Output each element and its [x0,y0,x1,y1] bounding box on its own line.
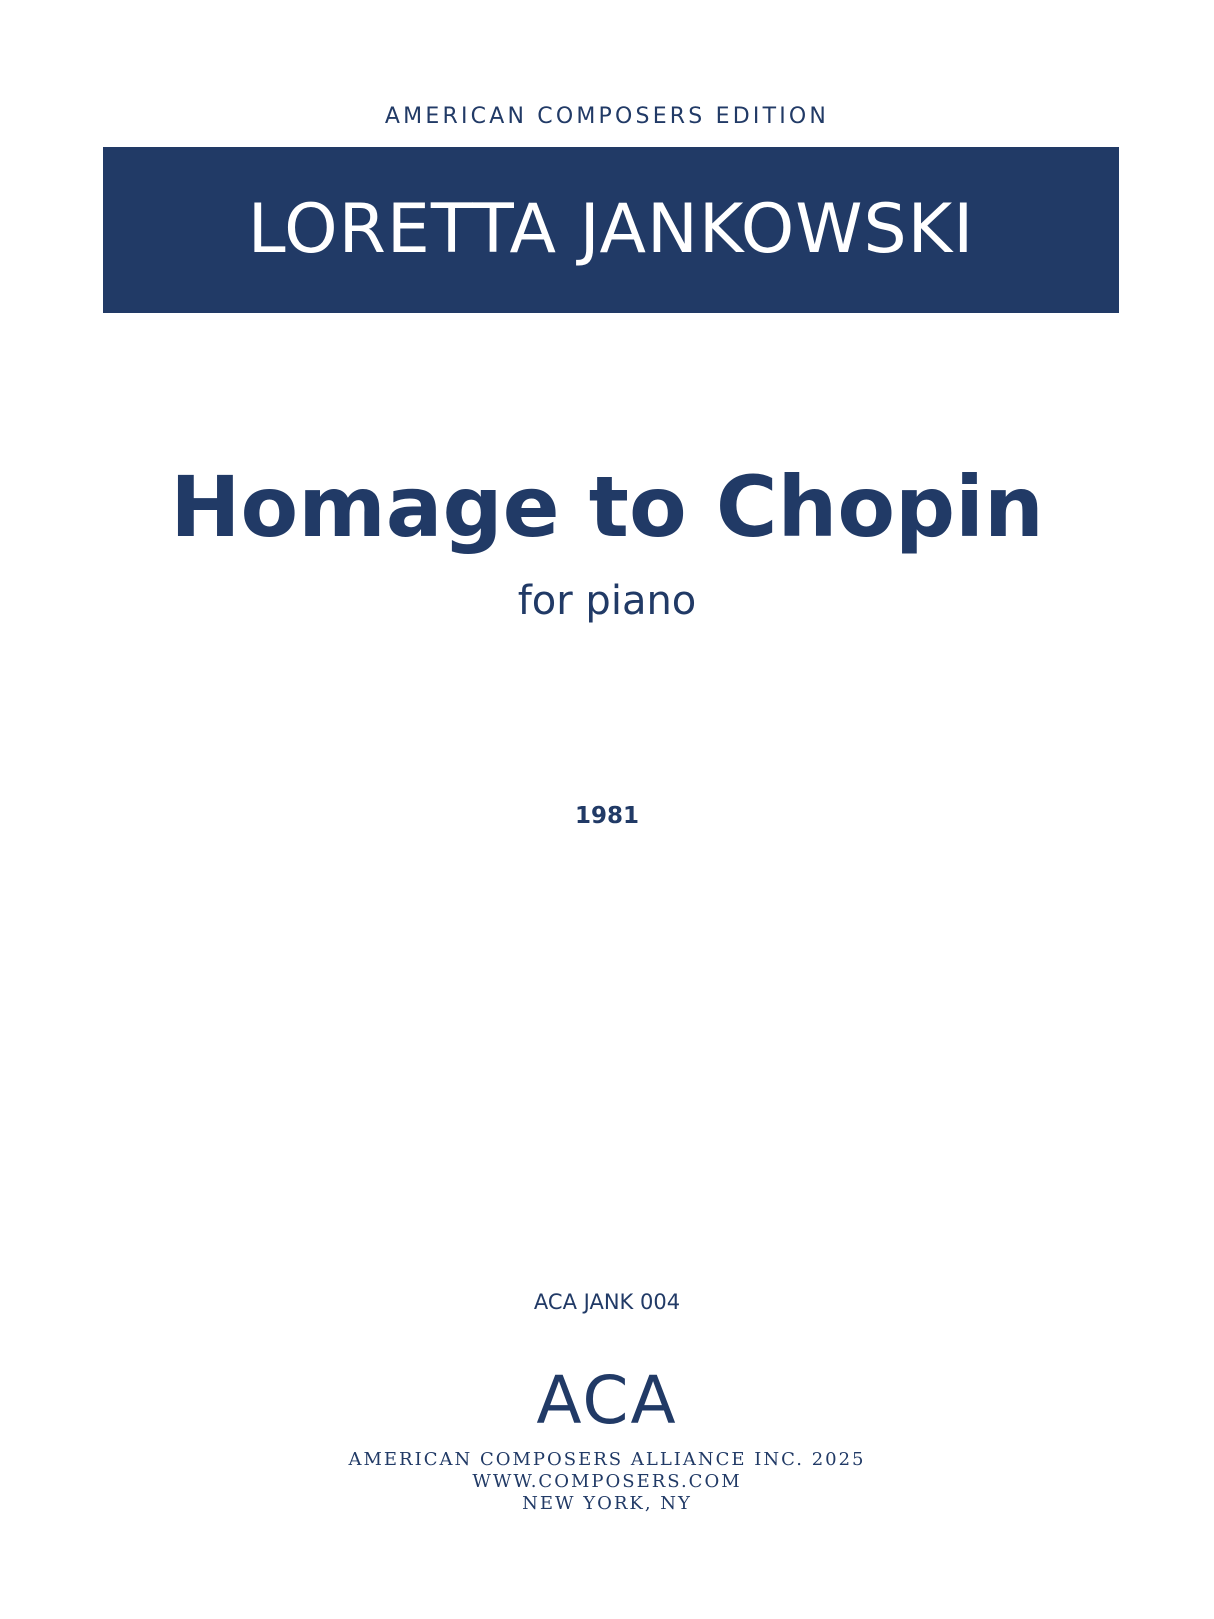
publisher-info [0,1449,1214,1515]
catalog-number: ACA JANK 004 [533,1290,681,1314]
composition-year: 1981 [574,803,639,829]
composer-banner [103,147,1119,313]
publisher-logo: ACA [536,1362,678,1439]
publisher-website: WWW.COMPOSERS.COM [472,1471,742,1492]
composer-name: LORETTA JANKOWSKI [247,190,975,269]
work-title: Homage to Chopin [170,458,1044,556]
publisher-location: NEW YORK, NY [522,1493,692,1514]
publisher-line: AMERICAN COMPOSERS ALLIANCE INC. 2025 [348,1449,866,1470]
series-name: AMERICAN COMPOSERS EDITION [384,104,830,129]
instrumentation: for piano [517,578,697,624]
